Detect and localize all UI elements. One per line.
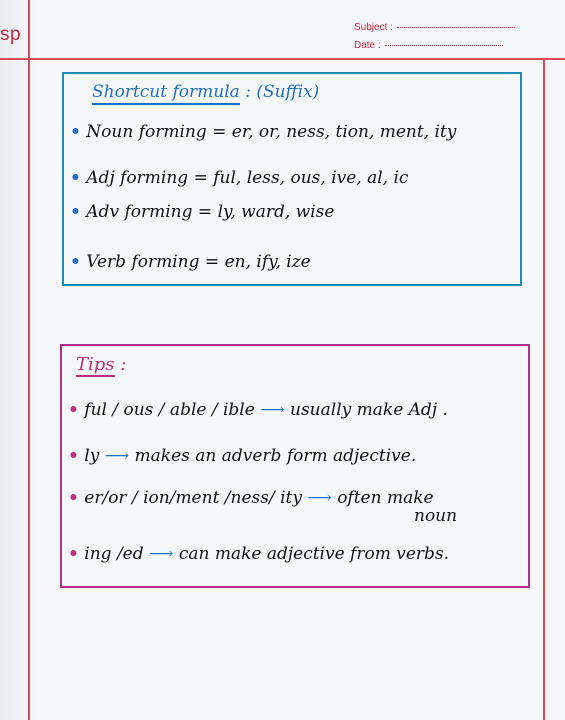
bullet-icon: • xyxy=(70,202,81,222)
top-margin-line xyxy=(0,58,565,60)
formula-label: Adv forming xyxy=(86,202,193,222)
bullet-icon: • xyxy=(68,400,79,420)
arrow-right-icon: ⟶ xyxy=(260,400,285,420)
right-margin-line xyxy=(543,58,545,720)
bullet-icon: • xyxy=(68,446,79,466)
formula-label: Verb forming xyxy=(86,252,200,272)
subject-label: Subject : xyxy=(354,22,393,33)
formula-title-suffix: : (Suffix) xyxy=(245,82,320,102)
tip-row-ly xyxy=(68,446,416,466)
arrow-right-icon: ⟶ xyxy=(104,446,130,466)
tip-right: makes an adverb form adjective. xyxy=(134,446,417,466)
formula-row-verb xyxy=(70,252,311,272)
tip-left: ly xyxy=(84,446,100,466)
arrow-right-icon: ⟶ xyxy=(307,488,332,508)
tip-row-er-continued xyxy=(414,506,457,526)
bullet-icon: • xyxy=(68,544,79,564)
subject-field xyxy=(354,22,515,33)
tip-left: er/or / ion/ment /ness/ ity xyxy=(84,488,302,508)
formula-heading xyxy=(92,82,319,102)
tip-left: ful / ous / able / ible xyxy=(84,400,255,420)
brand-logo: sp xyxy=(0,24,22,45)
equals-sign: = xyxy=(193,168,208,188)
equals-sign: = xyxy=(212,122,227,142)
tip-right: can make adjective from verbs. xyxy=(178,544,450,564)
tip-right: usually make Adj . xyxy=(290,400,448,420)
tip-right-continued: noun xyxy=(414,506,458,526)
date-field xyxy=(354,40,503,51)
subject-dotted-line xyxy=(397,27,515,28)
tip-row-ful xyxy=(68,400,448,420)
formula-row-adv xyxy=(70,202,334,222)
date-label: Date : xyxy=(354,40,381,51)
equals-sign: = xyxy=(197,202,213,222)
formula-row-noun xyxy=(70,122,456,142)
date-dotted-line xyxy=(385,45,503,46)
formula-value: er, or, ness, tion, ment, ity xyxy=(231,122,457,142)
tips-title-colon: : xyxy=(120,354,127,375)
equals-sign: = xyxy=(204,252,220,272)
tips-heading xyxy=(76,354,126,375)
bullet-icon: • xyxy=(70,122,81,142)
formula-label: Noun forming xyxy=(86,122,207,142)
formula-value: en, ify, ize xyxy=(224,252,311,272)
formula-value: ly, ward, wise xyxy=(217,202,335,222)
tip-left: ing /ed xyxy=(84,544,144,564)
bullet-icon: • xyxy=(70,252,81,272)
tip-row-ing xyxy=(68,544,449,564)
tip-row-er xyxy=(68,488,434,508)
formula-title: Shortcut formula xyxy=(92,82,240,105)
shortcut-formula-box xyxy=(62,72,522,286)
arrow-right-icon: ⟶ xyxy=(149,544,174,564)
bullet-icon: • xyxy=(68,488,79,508)
formula-row-adj xyxy=(70,168,408,188)
left-margin-line xyxy=(28,0,30,720)
tips-box xyxy=(60,344,530,588)
formula-value: ful, less, ous, ive, al, ic xyxy=(213,168,409,188)
tips-title: Tips xyxy=(76,354,115,375)
formula-label: Adj forming xyxy=(86,168,189,188)
tip-right: often make xyxy=(337,488,434,508)
bullet-icon: • xyxy=(70,168,81,188)
